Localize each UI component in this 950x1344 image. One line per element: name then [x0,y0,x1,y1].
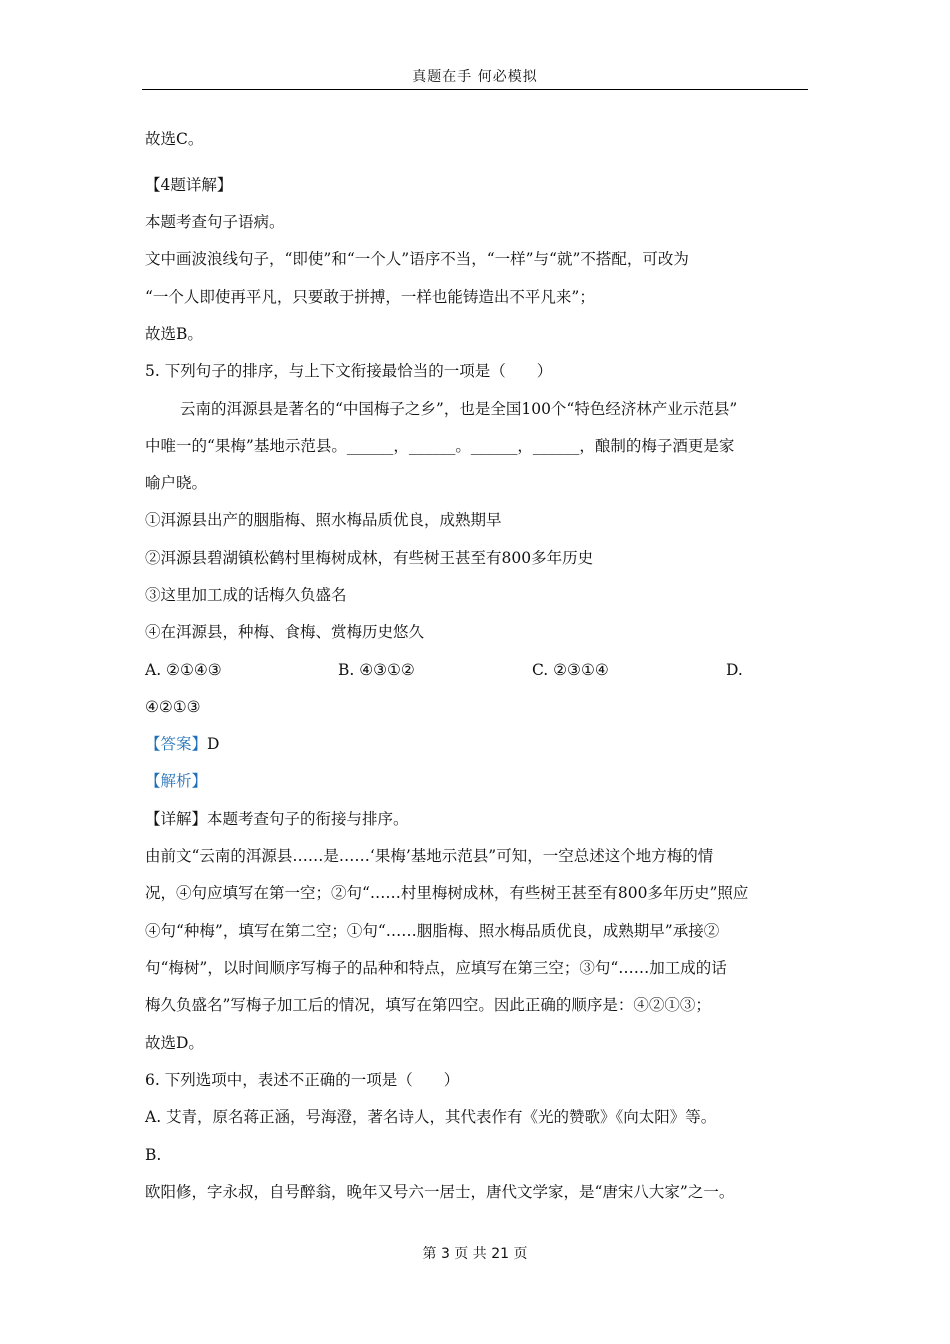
page-footer: 第 3 页 共 21 页 [422,1246,528,1262]
question-6-stem: 6. 下列选项中，表述不正确的一项是（ ） [145,1071,460,1089]
passage-line: 云南的洱源县是著名的“中国梅子之乡”，也是全国100个“特色经济林产业示范县” [180,400,738,418]
explanation-line: 句“梅树”，以时间顺序写梅子的品种和特点，应填写在第三空；③句“……加工成的话 [145,959,727,977]
option-c: C. ②③①④ [532,661,609,679]
detail-label: 【详解】 [145,810,208,828]
explanation-line: 梅久负盛名”写梅子加工后的情况，填写在第四空。因此正确的顺序是：④②①③； [145,996,711,1014]
section-heading: 【4题详解】 [145,176,233,194]
option-d-value: ④②①③ [145,698,201,716]
detail-line [145,808,409,830]
question-5-stem: 5. 下列句子的排序，与上下文衔接最恰当的一项是（ ） [145,362,553,380]
explanation-line: 况，④句应填写在第一空；②句“……村里梅树成林，有些树王甚至有800多年历史”照应 [145,884,749,902]
q6-option-b-text: 欧阳修，字永叔，自号醉翁，晚年又号六一居士，唐代文学家，是“唐宋八大家”之一。 [145,1183,735,1201]
sentence-item: ④在洱源县，种梅、食梅、赏梅历史悠久 [145,623,425,641]
sentence-item: ③这里加工成的话梅久负盛名 [145,586,347,604]
sentence-item: ②洱源县碧湖镇松鹤村里梅树成林，有些树王甚至有800多年历史 [145,549,594,567]
text-line: 故选C。 [145,130,204,148]
explanation-line: ④句“种梅”，填写在第二空；①句“……胭脂梅、照水梅品质优良，成熟期早”承接② [145,922,720,940]
text-line: “一个人即使再平凡，只要敢于拼搏，一样也能铸造出不平凡来”； [145,288,595,306]
header-divider [142,89,808,90]
text-line: 故选B。 [145,325,203,343]
explanation-line: 由前文“云南的洱源县……是……‘果梅’基地示范县”可知，一空总述这个地方梅的情 [145,847,714,865]
option-b: B. ④③①② [338,661,415,679]
passage-line: 中唯一的“果梅”基地示范县。______，______。______，______，酿制的梅子酒更是家 [145,437,735,455]
explanation-line: 故选D。 [145,1034,204,1052]
option-a: A. ②①④③ [145,661,222,679]
analysis-label: 【解析】 [145,772,208,790]
q6-option-a: A. 艾青，原名蒋正涵，号海澄，著名诗人，其代表作有《光的赞歌》《向太阳》等。 [145,1108,717,1126]
text-line: 本题考查句子语病。 [145,213,285,231]
answer-value: D [207,735,220,753]
passage-line: 喻户晓。 [145,474,208,492]
detail-text: 本题考查句子的衔接与排序。 [207,810,409,828]
answer-line [145,733,219,755]
answer-label: 【答案】 [145,735,208,753]
sentence-item: ①洱源县出产的胭脂梅、照水梅品质优良，成熟期早 [145,511,502,529]
text-line: 文中画波浪线句子，“即使”和“一个人”语序不当，“一样”与“就”不搭配，可改为 [145,250,689,268]
q6-option-b-label: B. [145,1146,162,1164]
option-d: D. [726,661,743,679]
page-header: 真题在手 何必模拟 [412,69,538,85]
